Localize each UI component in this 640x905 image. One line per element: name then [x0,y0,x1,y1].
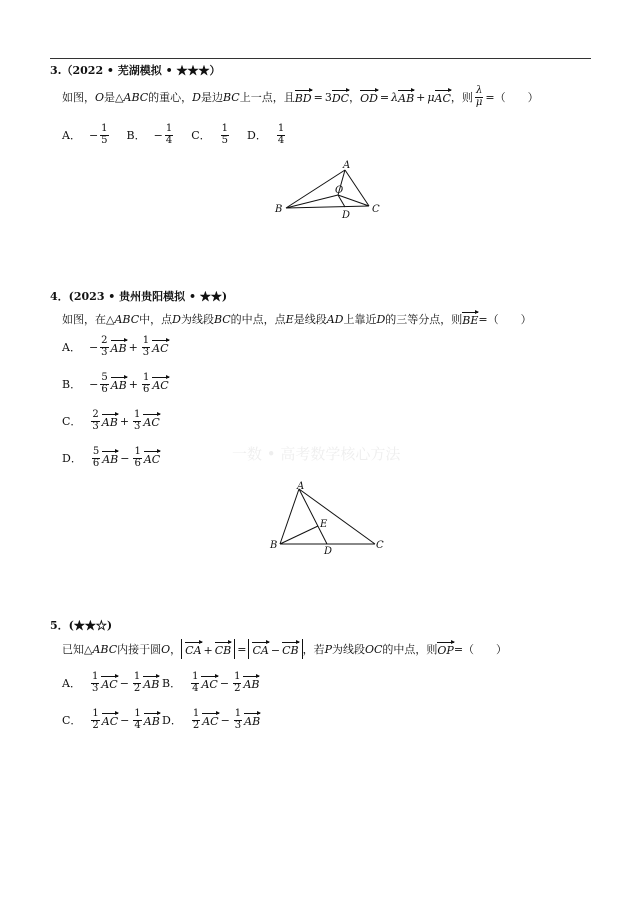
option-label: D． [247,129,267,142]
denominator: 3 [92,420,99,432]
stem-text: 的重心， [148,91,193,104]
answer-blank: =（ ） [478,313,532,326]
fraction [191,672,199,694]
stem-text: 中，点 [139,313,173,326]
magnitude-difference [248,639,302,659]
numerator: 2 [101,335,108,346]
option-b[interactable] [127,124,176,146]
point-label: P [324,642,332,656]
stem-text: 为线段 [180,313,214,326]
label-D: D [342,210,351,220]
magnitude-sum [181,639,235,659]
option-d[interactable] [62,447,160,469]
label-C: C [372,204,380,215]
numerator: 1 [192,708,200,719]
stem-text: 是 [104,91,116,104]
option-label: B． [62,378,82,391]
denominator: 3 [91,682,99,694]
label-D: D [324,546,333,555]
vector: AB [243,675,259,691]
point-label: E [285,312,294,326]
numerator: 5 [92,446,100,457]
fraction-numerator: λ [475,85,483,96]
question-3-figure [270,158,390,220]
operator: + [128,377,138,391]
denominator: 4 [277,134,285,146]
equals-sign: = [313,90,323,104]
vector-OD: OD [360,89,378,105]
numerator: 1 [221,123,229,134]
option-label: C． [62,714,82,727]
coefficient: 3 [324,90,332,104]
fraction-lambda-over-mu [475,86,484,108]
denominator: 4 [165,134,173,146]
stem-text: 的三等分点，则 [385,313,463,326]
denominator: 6 [92,457,100,469]
operator: − [120,451,130,465]
question-3-stem [62,86,539,108]
sign: − [153,128,163,142]
triangle-symbol: △ [84,642,93,656]
vector: AB [143,675,159,691]
stem-text: 如图， [62,91,95,104]
option-c[interactable] [191,124,231,146]
equals-sign: = [379,90,390,104]
label-C: C [376,540,384,551]
fraction [133,410,141,432]
label-B: B [270,540,278,551]
vector: AB [144,712,160,728]
vector: AC [102,712,118,728]
fraction [91,410,99,432]
numerator: 1 [277,123,285,134]
denominator: 3 [134,420,141,432]
vector: AC [143,413,159,429]
stem-text: 为线段 [331,643,365,656]
numerator: 1 [134,409,141,420]
label-A: A [297,481,305,492]
option-label: D． [62,452,82,465]
denominator: 5 [101,134,108,146]
triangle-name: ABC [123,90,149,104]
segment-AC [345,170,369,206]
lambda-symbol: λ [391,90,399,104]
numerator: 1 [192,671,199,682]
watermark: 一数 • 高考数学核心方法 [232,445,401,463]
fraction [91,709,99,731]
option-d[interactable] [247,124,287,146]
numerator: 1 [133,671,141,682]
fraction [221,124,229,146]
option-label: B． [126,129,146,142]
numerator: 5 [101,372,108,383]
vector: AB [102,413,118,429]
option-d[interactable] [162,709,260,731]
question-3-header: 3.（2022 • 芜湖模拟 • ★★★） [50,64,221,77]
vector-BE: BE [462,311,478,327]
vector-CA: CA [185,641,201,657]
fraction [142,373,150,395]
numerator: 1 [91,671,99,682]
fraction [100,336,108,358]
fraction [133,447,141,469]
option-c[interactable] [62,410,160,432]
point-label: D [376,312,386,326]
fraction [233,672,241,694]
option-label: B． [162,677,182,690]
sign: − [88,128,99,142]
stem-text: 内接于圆 [117,643,162,656]
numerator: 1 [234,708,242,719]
denominator: 6 [142,383,150,395]
sign: − [88,340,99,354]
operator: − [120,713,130,727]
point-label: O [161,642,171,656]
stem-text: 的中点，则 [382,643,438,656]
fraction [100,373,108,395]
denominator: 4 [134,719,141,731]
fraction [100,124,108,146]
vector: AB [102,450,118,466]
stem-text: ，若 [302,643,325,656]
segment-label: BC [213,312,231,326]
operator: − [220,713,230,727]
segment-label: AD [326,312,344,326]
vector: AC [152,339,168,355]
denominator: 2 [92,719,99,731]
vector-OP: OP [437,641,453,657]
label-O: O [335,185,344,196]
vector-CB: CB [215,641,232,657]
point-label: O [95,90,105,104]
vector: AC [152,376,168,392]
point-label: D [172,312,181,326]
vector: AB [111,376,127,392]
question-4-figure [265,480,390,555]
point-label: D [192,90,201,104]
option-c[interactable] [62,709,160,731]
segment-BC [286,206,369,208]
segment-label: OC [364,642,383,656]
stem-text: 的中点，点 [230,313,286,326]
segment-OC [338,195,369,206]
vector: AC [202,712,218,728]
option-label: A． [62,677,81,690]
numerator: 1 [101,123,108,134]
label-B: B [275,204,283,215]
plus-sign: + [203,644,213,657]
segment-label: BC [222,90,240,104]
stem-text: 上一点，且 [239,91,295,104]
fraction [277,124,285,146]
sign: − [89,377,99,391]
numerator: 1 [92,708,99,719]
vector: AB [111,339,127,355]
question-3-options [62,124,287,146]
option-b[interactable] [162,672,259,694]
option-label: A． [62,129,81,142]
operator: + [119,414,130,428]
numerator: 1 [234,671,241,682]
vector-CB: CB [282,641,299,657]
triangle-symbol: △ [115,90,124,104]
segment-AD [299,489,327,544]
triangle-symbol: △ [106,312,115,326]
operator: − [119,676,129,690]
option-label: D． [162,714,182,727]
question-4-stem [62,311,532,327]
denominator: 2 [234,682,241,694]
denominator: 2 [192,719,200,731]
triangle-name: ABC [92,642,118,656]
question-4-header: 4．(2023 • 贵州贵阳模拟 • ★★) [50,290,228,303]
stem-text: ， [349,91,361,104]
option-a[interactable] [62,124,111,146]
option-label: C． [191,129,211,142]
numerator: 1 [134,446,141,457]
operator: − [219,676,230,690]
fraction [91,672,99,694]
option-a[interactable] [62,336,169,358]
plus-sign: + [416,90,426,104]
segment-BO [286,195,338,208]
numerator: 1 [142,372,150,383]
stem-text: 上靠近 [343,313,377,326]
vector: AC [201,675,217,691]
fraction [133,672,141,694]
denominator: 4 [192,682,199,694]
answer-blank: =（ ） [453,643,508,656]
fraction [92,447,100,469]
stem-text: ，则 [450,91,473,104]
operator: + [128,340,138,354]
vector: AB [244,712,260,728]
answer-blank: =（ ） [485,91,539,104]
question-5-stem [62,639,507,659]
vector-CA: CA [252,641,268,657]
denominator: 5 [221,134,229,146]
vector-BD: BD [295,89,312,105]
fraction [165,124,173,146]
stem-text: 如图，在 [62,313,106,326]
numerator: 1 [142,335,150,346]
numerator: 1 [134,708,141,719]
numerator: 2 [92,409,99,420]
option-label: C． [62,415,82,428]
denominator: 2 [133,682,141,694]
denominator: 6 [134,457,141,469]
equals-sign: = [237,642,247,656]
denominator: 6 [101,383,108,395]
vector-AB: AB [398,89,414,105]
segment-AB [280,489,299,544]
option-b[interactable] [62,373,169,395]
vector-DC: DC [332,89,349,105]
stem-text: ， [170,643,182,656]
mu-symbol: μ [427,90,435,104]
fraction [234,709,242,731]
stem-text: 是线段 [293,313,327,326]
fraction [192,709,200,731]
vector: AC [101,675,117,691]
vector-AC: AC [435,89,451,105]
stem-text: 已知 [62,643,84,656]
label-A: A [343,160,351,171]
header-rule [50,58,591,59]
denominator: 3 [142,346,150,358]
label-E: E [320,519,328,530]
stem-text: 是边 [200,91,223,104]
triangle-name: ABC [114,312,140,326]
option-label: A． [62,341,81,354]
question-5-header: 5．(★★☆) [50,619,113,632]
fraction [133,709,141,731]
numerator: 1 [165,123,173,134]
vector: AC [144,450,160,466]
option-a[interactable] [62,672,159,694]
fraction-denominator: μ [475,96,483,108]
fraction [142,336,150,358]
denominator: 3 [234,719,242,731]
denominator: 3 [101,346,108,358]
segment-AC [299,489,375,544]
minus-sign: − [270,644,281,657]
